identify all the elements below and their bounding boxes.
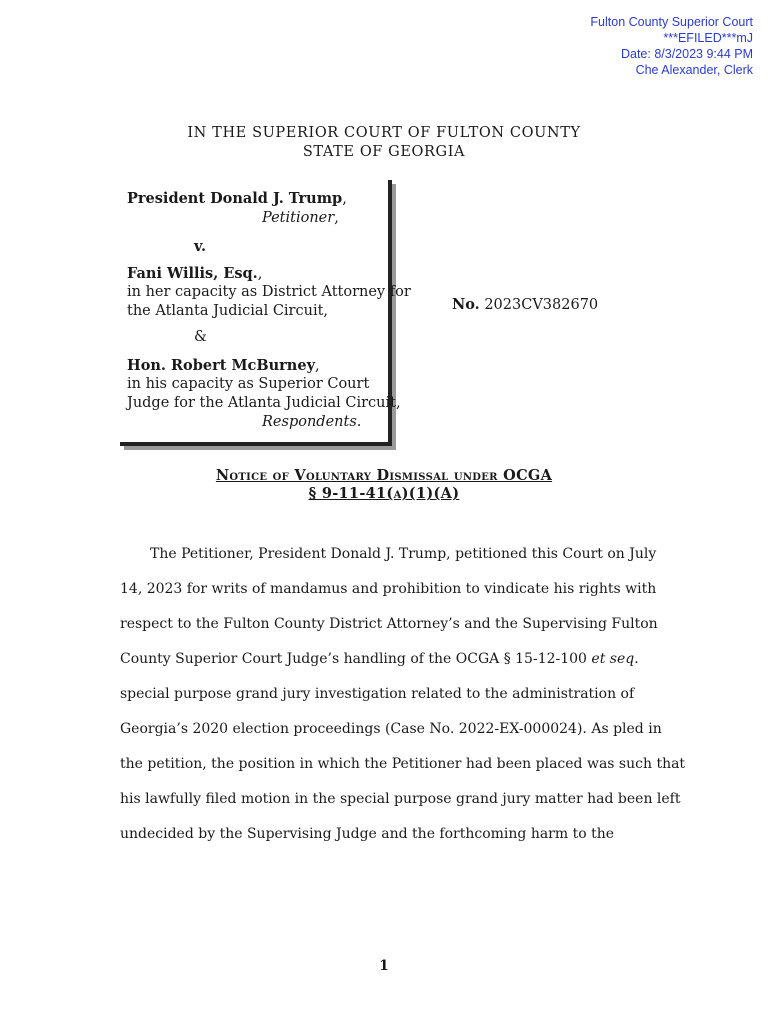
petitioner-name: President Donald J. Trump: [127, 190, 343, 207]
petitioner-role-line: [262, 209, 339, 228]
body-line-text: County Superior Court Judge’s handling of the OCGA § 15-12-100: [120, 651, 592, 667]
efile-stamp: [590, 14, 753, 78]
body-line-period: .: [634, 651, 639, 667]
page-number: 1: [379, 958, 389, 974]
body-line: Georgia’s 2020 election proceedings (Case No. 2022-EX-000024). As pled in: [120, 721, 662, 737]
respondent2-comma: ,: [315, 358, 320, 374]
efile-clerk: Che Alexander, Clerk: [635, 63, 753, 77]
body-line: The Petitioner, President Donald J. Trump, petitioned this Court on July: [150, 546, 657, 562]
notice-title-line1: Notice of Voluntary Dismissal under OCGA: [215, 467, 553, 484]
respondent1-desc1: in her capacity as District Attorney for: [127, 284, 411, 300]
body-line: 14, 2023 for writs of mandamus and prohibition to vindicate his rights with: [120, 581, 657, 597]
petitioner-role-comma: ,: [334, 210, 339, 226]
respondent2-line: [127, 356, 320, 376]
respondent1-desc2: the Atlanta Judicial Circuit,: [127, 303, 329, 319]
court-heading-line1: IN THE SUPERIOR COURT OF FULTON COUNTY: [187, 125, 581, 141]
body-paragraph: [120, 537, 686, 852]
respondent2-desc1: in his capacity as Superior Court: [127, 376, 370, 392]
case-caption-box: [120, 180, 411, 446]
respondents-period: .: [356, 414, 362, 430]
versus: v.: [194, 238, 207, 255]
body-line: his lawfully filed motion in the special purpose grand jury matter had been left: [120, 791, 681, 807]
petitioner-comma: ,: [342, 191, 347, 207]
respondent2-name: Hon. Robert McBurney: [127, 357, 315, 374]
ampersand: &: [194, 329, 207, 345]
respondents-role: Respondents: [262, 414, 357, 430]
efile-status: ***EFILED***mJ: [663, 31, 753, 45]
respondent1-comma: ,: [257, 266, 263, 282]
notice-title-line2: § 9-11-41(a)(1)(A): [308, 485, 460, 502]
body-line: [120, 642, 660, 677]
case-number: [452, 296, 598, 313]
respondent1-line: [127, 264, 262, 284]
notice-title: [0, 467, 768, 503]
body-line: undecided by the Supervising Judge and the forthcoming harm to the: [120, 826, 615, 842]
et-seq-italic: et seq: [591, 651, 635, 667]
court-heading-line2: STATE OF GEORGIA: [302, 144, 466, 160]
body-line: respect to the Fulton County District Attorney’s and the Supervising Fulton: [120, 616, 658, 632]
body-line: special purpose grand jury investigation related to the administration of: [120, 686, 635, 702]
respondent2-desc2: Judge for the Atlanta Judicial Circuit,: [127, 395, 401, 411]
case-number-value: 2023CV382670: [484, 297, 599, 313]
efile-date: Date: 8/3/2023 9:44 PM: [620, 47, 753, 61]
petitioner-line: [127, 189, 347, 209]
court-heading: [0, 124, 768, 162]
respondent1-name: Fani Willis, Esq.: [127, 265, 258, 282]
petitioner-role: Petitioner: [262, 210, 335, 226]
efile-court-name: Fulton County Superior Court: [590, 15, 753, 29]
body-line: the petition, the position in which the Petitioner had been placed was such that: [120, 756, 686, 772]
respondents-role-line: [262, 413, 361, 432]
case-number-label: No.: [452, 296, 480, 313]
